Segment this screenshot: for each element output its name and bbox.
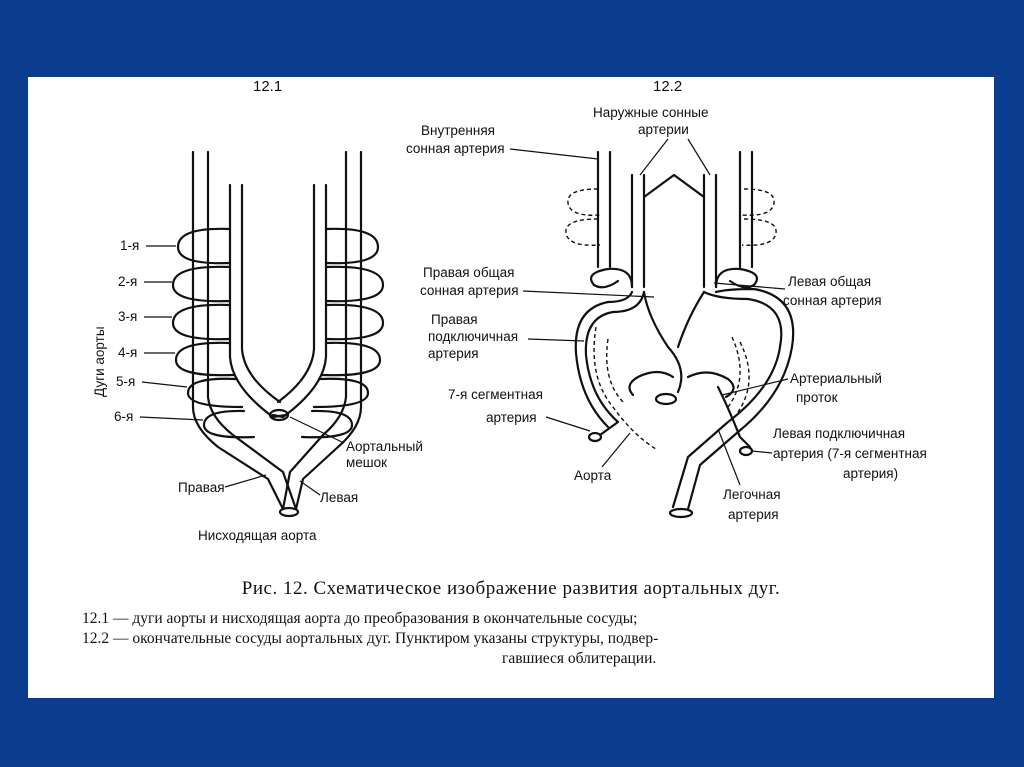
left-ventral-aorta-right-inner	[242, 185, 280, 402]
left-label: Левая	[320, 490, 359, 505]
right-common-carotid-label-1: Правая общая	[423, 265, 515, 280]
left-diagram	[92, 152, 423, 543]
arch-label-2: 2-я	[118, 274, 138, 289]
pulmonary-label-2: артерия	[728, 507, 779, 522]
obliterated-coils-right	[566, 189, 600, 245]
right-subclavian-label-1: Правая	[431, 312, 478, 327]
right-subclavian-label-3: артерия	[428, 346, 479, 361]
arch-label-4: 4-я	[118, 345, 138, 360]
seventh-segmental-label-2: артерия	[486, 410, 537, 425]
figure-panel	[28, 77, 994, 698]
left-subclavian-label-1: Левая подключичная	[773, 426, 906, 441]
seventh-segmental-label-1: 7-я сегментная	[448, 387, 543, 402]
arches-group-label: Дуги аорты	[92, 326, 107, 397]
descending-aorta-opening-right	[670, 509, 692, 517]
right-subclavian-label-2: подключичная	[428, 329, 519, 344]
obliterated-coils-left	[742, 189, 776, 245]
aortic-arch-inner	[688, 289, 793, 509]
external-carotid-label-1: Наружные сонные	[593, 105, 709, 120]
arch-label-3: 3-я	[118, 309, 138, 324]
right-common-carotid-label-2: сонная артерия	[420, 283, 519, 298]
descending-aorta-opening	[280, 508, 298, 516]
descending-aorta-label: Нисходящая аорта	[198, 528, 317, 543]
arch-1-right	[178, 229, 230, 263]
aortic-sac-label-2: мешок	[346, 455, 388, 470]
left-subclavian-label-2: артерия (7-я сегментная	[773, 446, 927, 461]
right-label: Правая	[178, 480, 225, 495]
external-carotid-right	[632, 175, 644, 287]
carotid-trunk	[644, 175, 704, 197]
ductus-label-2: проток	[796, 390, 838, 405]
internal-carotid-label-2: сонная артерия	[406, 141, 505, 156]
arch-6-left	[302, 411, 352, 437]
heart-right-lobe	[678, 292, 704, 347]
arch-1-left	[326, 229, 378, 263]
left-common-carotid-label-1: Левая общая	[788, 274, 872, 289]
internal-carotid-label-1: Внутренняя	[421, 123, 495, 138]
arch-4-right	[176, 343, 234, 375]
arch-3-left	[326, 305, 383, 339]
internal-carotid-left	[740, 152, 752, 267]
seventh-segmental-opening	[589, 433, 601, 441]
pulmonary-label-1: Легочная	[723, 487, 781, 502]
caption-title: Рис. 12. Схематическое изображение развития аортальных дуг.	[241, 578, 781, 599]
arch-4-left	[322, 343, 380, 375]
caption-line-2: 12.2 — окончательные сосуды аортальных дуг. Пунктиром указаны структуры, подвер-	[82, 630, 659, 647]
caption-line-3: гавшиеся облитерации.	[502, 650, 657, 667]
left-common-carotid-label-2: сонная артерия	[783, 293, 882, 308]
right-diagram	[406, 105, 927, 522]
obliterated-dorsal-left	[728, 337, 749, 415]
aortic-opening	[656, 394, 676, 404]
panel-left-title: 12.1	[253, 78, 283, 95]
left-dorsal-aorta-right	[193, 152, 283, 509]
left-ventral-aorta-left-inner	[278, 185, 314, 402]
arch-2-right	[173, 267, 230, 301]
left-subclavian-label-3: артерия)	[843, 466, 899, 481]
left-dorsal-aorta-right-inner	[208, 152, 296, 509]
aortic-arches-diagram	[28, 77, 994, 577]
left-subclavian-opening	[740, 447, 752, 455]
arch-label-6: 6-я	[114, 409, 134, 424]
external-carotid-left	[704, 175, 716, 287]
ductus-label-1: Артериальный	[790, 371, 882, 386]
arch-6-right	[204, 411, 254, 437]
aortic-arch	[673, 292, 781, 507]
caption-line-1: 12.1 — дуги аорты и нисходящая аорта до преобразования в окончательные сосуды;	[82, 610, 638, 627]
arch-label-1: 1-я	[120, 238, 140, 253]
obliterated-dorsal-right	[594, 327, 656, 449]
panel-right-title: 12.2	[653, 78, 683, 95]
heart-left-lobe	[644, 292, 681, 392]
external-carotid-label-2: артерии	[638, 122, 689, 137]
arch-5-right	[188, 379, 242, 407]
right-common-carotid-loop	[591, 269, 632, 287]
aorta-label: Аорта	[574, 468, 612, 483]
aortic-sac-label-1: Аортальный	[346, 439, 423, 454]
arch-2-left	[326, 267, 383, 301]
arch-label-5: 5-я	[116, 374, 136, 389]
internal-carotid-right	[598, 152, 610, 267]
arch-3-right	[173, 305, 230, 339]
